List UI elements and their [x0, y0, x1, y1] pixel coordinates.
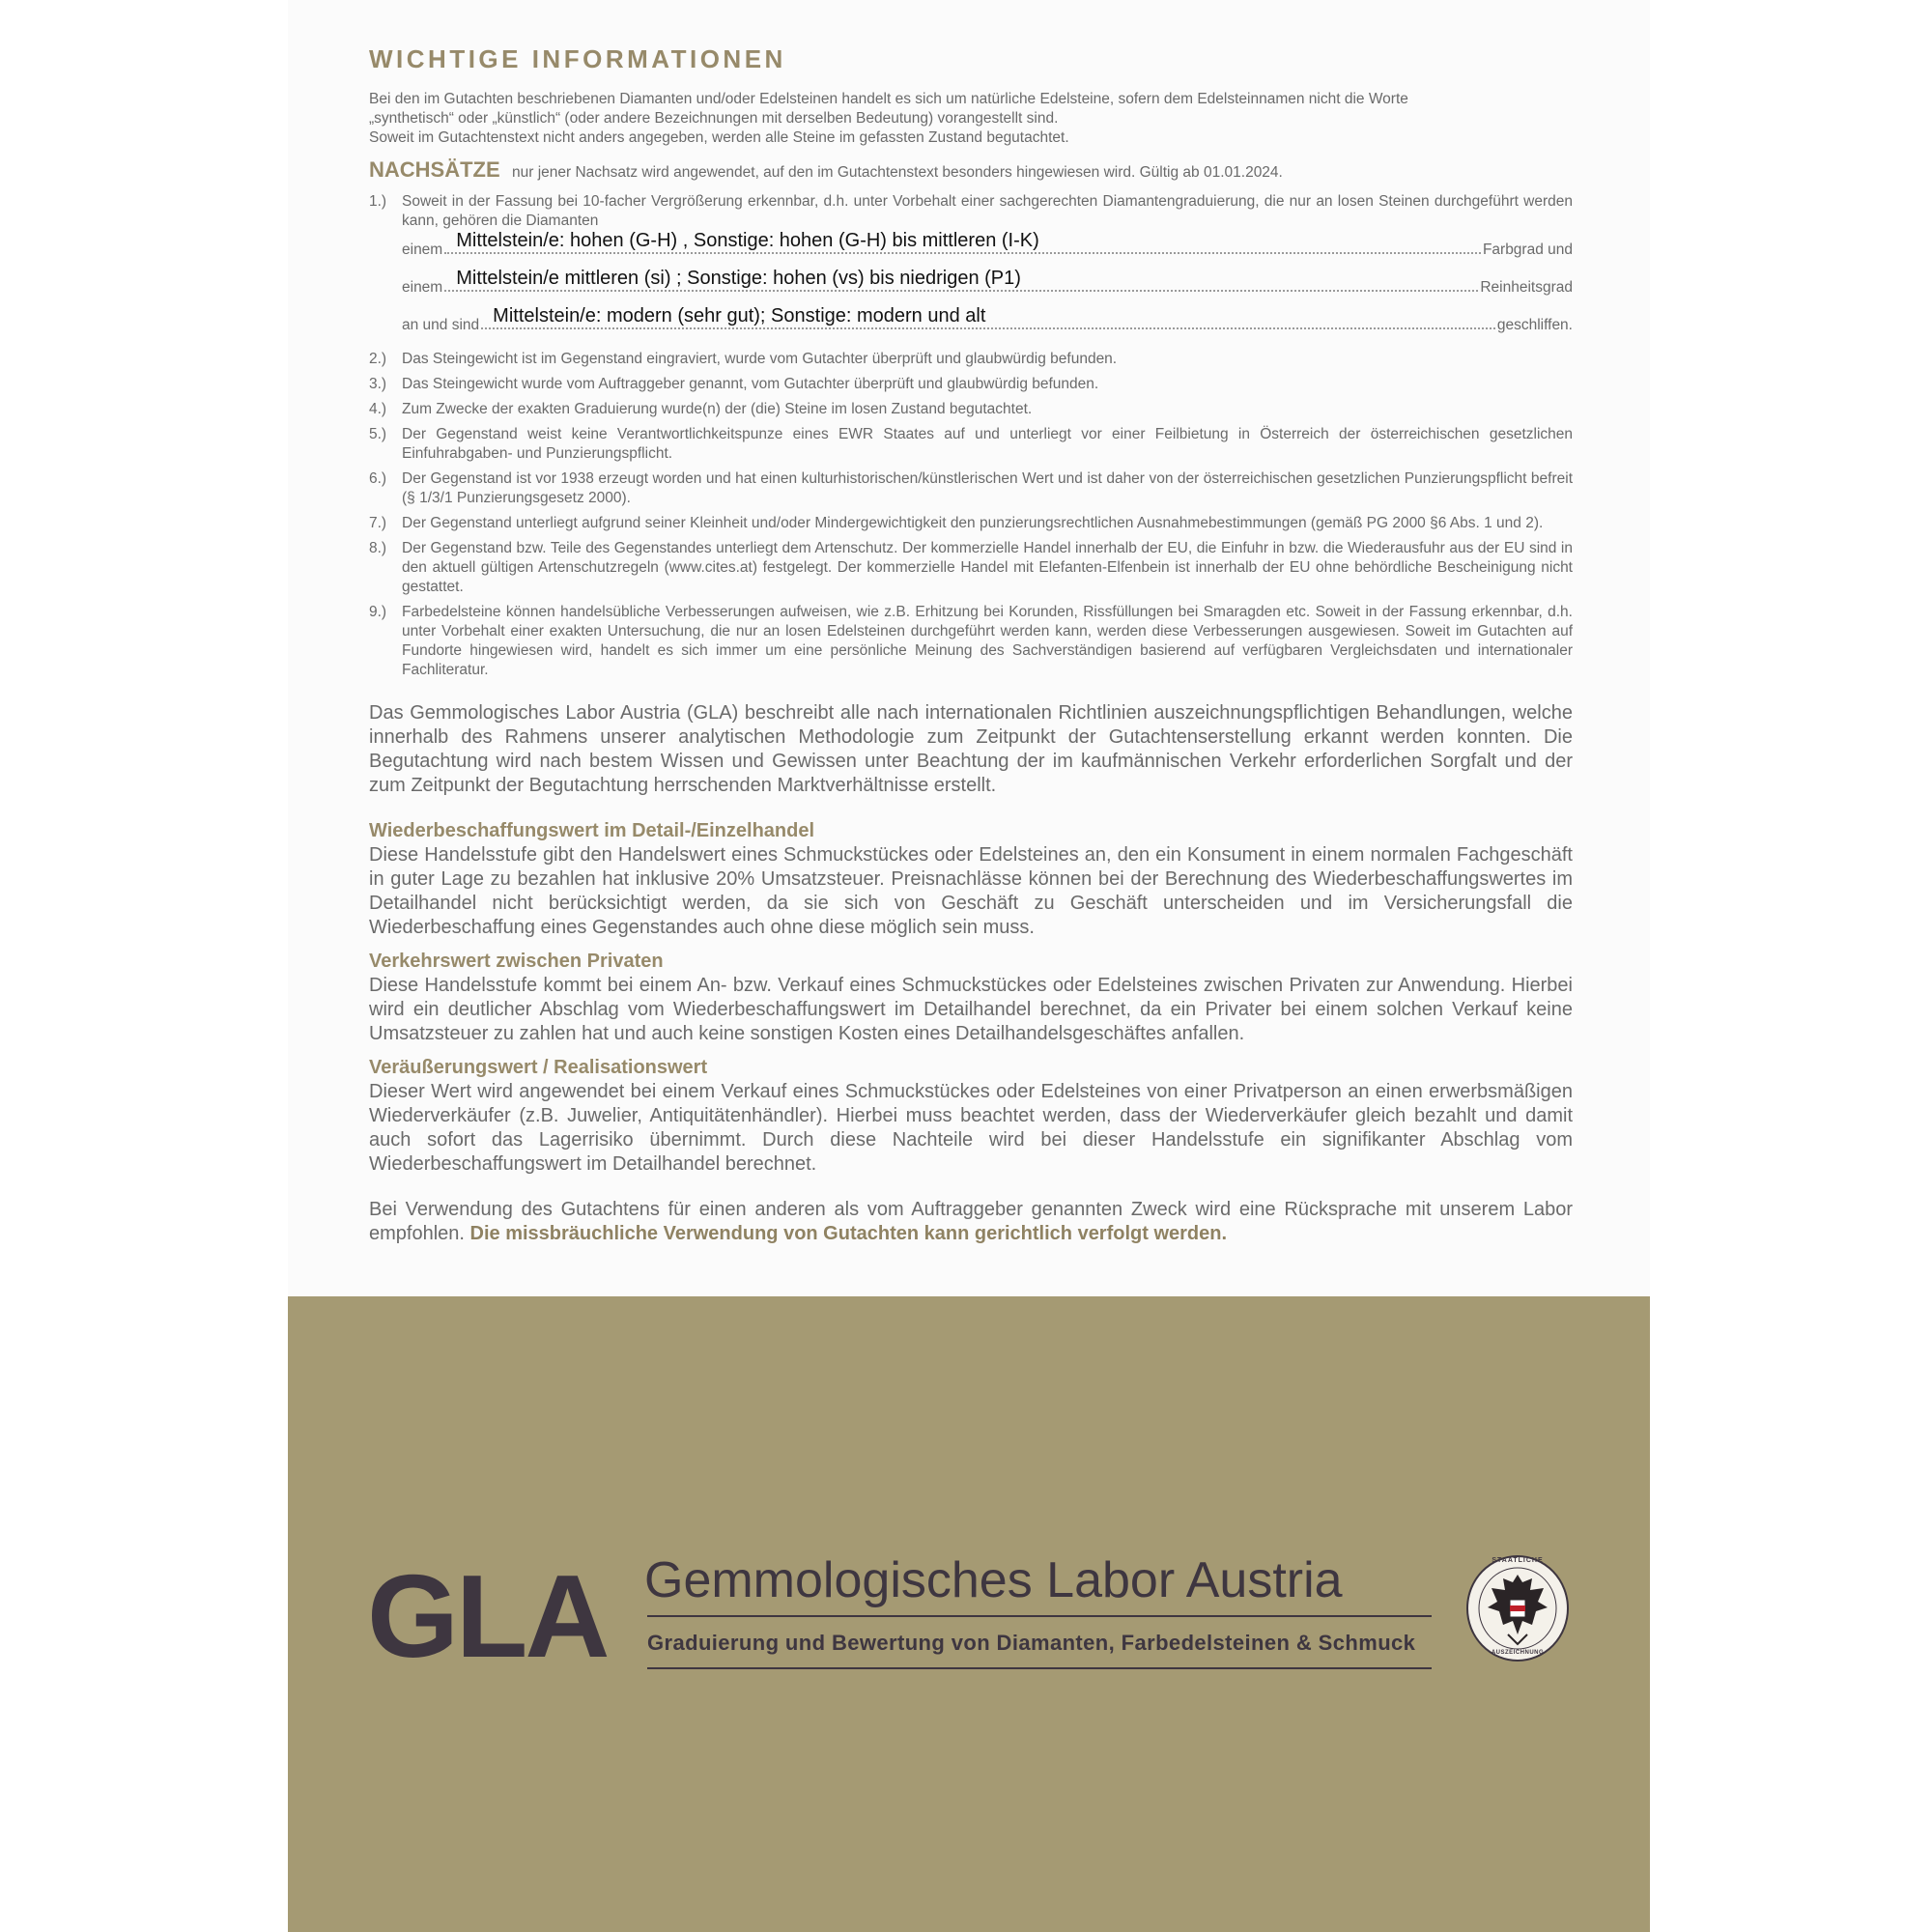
seal-text-bottom: AUSZEICHNUNG	[1491, 1650, 1545, 1656]
clause-item-4: 4.) Zum Zwecke der exakten Graduierung wurde(n) der (die) Steine im losen Zustand begutachtet.	[369, 401, 1033, 417]
clause-item-3: 3.) Das Steingewicht wurde vom Auftraggeber genannt, vom Gutachter überprüft und glaubwürdig befunden.	[369, 376, 1099, 392]
fill-tail: Farbgrad und	[1482, 242, 1573, 258]
closing-text: Bei Verwendung des Gutachtens für einen anderen als vom Auftraggeber genannten Zweck wird eine Rücksprache mit unserem Labor empfohlen.	[369, 1199, 1573, 1244]
lab-tagline: Graduierung und Bewertung von Diamanten, Farbedelsteinen & Schmuck	[647, 1631, 1416, 1655]
fill-value-color: Mittelstein/e: hohen (G-H) , Sonstige: hohen (G-H) bis mittleren (I-K)	[456, 230, 1039, 251]
closing-paragraph	[369, 1198, 1573, 1246]
clause-item-5: 5.) Der Gegenstand weist keine Verantwortlichkeitspunze eines EWR Staates auf und unterliegt vor einer Feilbietung in Österreich der österreichischen gesetzlichen Einfuhrabgaben- und Punzierungspflicht.	[369, 426, 1573, 462]
clause-number: 1.)	[369, 193, 387, 210]
gla-logo-letters: GLA	[367, 1550, 608, 1682]
state-seal-icon	[1464, 1553, 1571, 1663]
logo-divider	[647, 1615, 1432, 1617]
value-section-2	[369, 950, 1573, 1046]
fill-tail: Reinheitsgrad	[1480, 279, 1573, 296]
nachsaetze-subtitle: nur jener Nachsatz wird angewendet, auf den im Gutachtenstext besonders hingewiesen wird. Gültig ab 01.01.2024.	[511, 164, 1283, 181]
gla-paragraph: Das Gemmologisches Labor Austria (GLA) beschreibt alle nach internationalen Richtlinien auszeichnungspflichtigen Behandlungen, welche innerhalb des Rahmens unserer analytischen Methodologie zum Zeitpunkt der Gutachtenserstellung erkannt werden konnten. Die Begutachtung wird nach bestem Wissen und Gewissen unter Beachtung der im kaufmännischen Verkehr erforderlichen Sorgfalt und der zum Zeitpunkt der Begutachtung herrschenden Marktverhältnisse erstellt.	[369, 702, 1573, 796]
clause-text: Soweit in der Fassung bei 10-facher Vergrößerung erkennbar, d.h. unter Vorbehalt einer sachgerechten Diamantengraduierung, die nur an losen Steinen durchgeführt werden kann, gehören die Diamanten	[402, 193, 1573, 229]
intro-line-1: Bei den im Gutachten beschriebenen Diamanten und/oder Edelsteinen handelt es sich um natürliche Edelsteine, sofern dem Edelsteinnamen nicht die Worte	[369, 91, 1408, 107]
clause-item-1	[369, 192, 1573, 344]
fill-lead: einem	[402, 242, 443, 258]
clause-item-2: 2.) Das Steingewicht ist im Gegenstand eingraviert, wurde vom Gutachter überprüft und glaubwürdig befunden.	[369, 351, 1118, 367]
section-title: Wiederbeschaffungswert im Detail-/Einzelhandel	[369, 820, 815, 841]
fill-lead: einem	[402, 279, 443, 296]
value-section-3	[369, 1056, 1573, 1177]
section-text: Diese Handelsstufe kommt bei einem An- bzw. Verkauf eines Schmuckstückes oder Edelsteines zwischen Privaten zur Anwendung. Hierbei wird ein deutlicher Abschlag vom Wiederbeschaffungswert im Detailhandel berechnet, da ein Privater bei einem solchen Verkauf keine Umsatzsteuer zu zahlen hat und auch keine sonstigen Kosten eines Detailhandelsgeschäftes anfallen.	[369, 975, 1573, 1044]
fill-value-clarity: Mittelstein/e mittleren (si) ; Sonstige: hohen (vs) bis niedrigen (P1)	[456, 268, 1021, 289]
clause-item-6: 6.) Der Gegenstand ist vor 1938 erzeugt worden und hat einen kulturhistorischen/künstlerischen Wert und ist daher von der österreichischen gesetzlichen Punzierungspflicht befreit (§ 1/3/1 Punzierungsgesetz 2000).	[369, 470, 1573, 506]
closing-warning: Die missbräuchliche Verwendung von Gutachten kann gerichtlich verfolgt werden.	[469, 1223, 1228, 1244]
section-title: Verkehrswert zwischen Privaten	[369, 951, 664, 972]
clause-list	[369, 192, 1573, 680]
document-content	[369, 44, 1573, 1246]
fill-line-farbgrad	[402, 230, 1573, 269]
value-section-1	[369, 819, 1573, 940]
clause-item-9: 9.) Farbedelsteine können handelsübliche Verbesserungen aufweisen, wie z.B. Erhitzung bei Korunden, Rissfüllungen bei Smaragden etc. Soweit in der Fassung erkennbar, d.h. unter Vorbehalt einer exakten Untersuchung, die nur an losen Edelsteinen durchgeführt werden kann, werden diese Verbesserungen ausgewiesen. Soweit im Gutachten auf Fundorte hingewiesen wird, handelt es sich immer um eine persönliche Meinung des Sachverständigen basierend auf verfügbaren Vergleichsdaten und internationaler Fachliteratur.	[369, 604, 1573, 678]
fill-line-reinheit	[402, 268, 1573, 306]
fill-line-schliff	[402, 305, 1573, 344]
seal-text-top: STAATLICHE	[1492, 1557, 1544, 1564]
intro-line-3: Soweit im Gutachtenstext nicht anders angegeben, werden alle Steine im gefassten Zustand begutachtet.	[369, 129, 1069, 146]
fill-lead: an und sind	[402, 317, 480, 333]
section-text: Diese Handelsstufe gibt den Handelswert eines Schmuckstückes oder Edelsteines an, den ein Konsument in einem normalen Fachgeschäft in guter Lage zu bezahlen hat inklusive 20% Umsatzsteuer. Preisnachlässe können bei der Berechnung des Wiederbeschaffungswertes im Detailhandel nicht berücksichtigt werden, da sie sich von Geschäft zu Geschäft unterscheiden und im Versicherungsfall die Wiederbeschaffung eines Gegenstandes auch ohne diese möglich sein muss.	[369, 844, 1573, 938]
nachsaetze-title: NACHSÄTZE	[369, 157, 500, 182]
intro-text	[369, 90, 1573, 148]
gla-logo	[367, 1546, 1575, 1690]
clause-item-7: 7.) Der Gegenstand unterliegt aufgrund seiner Kleinheit und/oder Mindergewichtigkeit den punzierungsrechtlichen Ausnahmebestimmungen (gemäß PG 2000 §6 Abs. 1 und 2).	[369, 515, 1544, 531]
page-title: WICHTIGE INFORMATIONEN	[369, 44, 786, 73]
fill-tail: geschliffen.	[1496, 317, 1573, 333]
fill-value-cut: Mittelstein/e: modern (sehr gut); Sonstige: modern und alt	[493, 305, 986, 327]
nachsaetze-header	[369, 157, 1573, 183]
clause-item-8: 8.) Der Gegenstand bzw. Teile des Gegenstandes unterliegt dem Artenschutz. Der kommerzielle Handel innerhalb der EU, die Einfuhr in bzw. die Wiederausfuhr aus der EU sind in den aktuell gültigen Artenschutzregeln (www.cites.at) festgelegt. Der kommerzielle Handel mit Elefanten-Elfenbein ist innerhalb der EU ohne behördliche Bescheinigung nicht gestattet.	[369, 540, 1573, 595]
intro-line-2: „synthetisch“ oder „künstlich“ (oder andere Bezeichnungen mit derselben Bedeutung) vorangestellt sind.	[369, 110, 1059, 127]
logo-divider	[647, 1667, 1432, 1669]
section-title: Veräußerungswert / Realisationswert	[369, 1057, 708, 1078]
lab-name: Gemmologisches Labor Austria	[644, 1552, 1343, 1608]
section-text: Dieser Wert wird angewendet bei einem Verkauf eines Schmuckstückes oder Edelsteines von einer Privatperson an einen erwerbsmäßigen Wiederverkäufer (z.B. Juwelier, Antiquitätenhändler). Hierbei muss beachtet werden, dass der Wiederverkäufer gleich bezahlt und damit auch sofort das Lagerrisiko übernimmt. Durch diese Nachteile wird bei dieser Handelsstufe ein signifikanter Abschlag vom Wiederbeschaffungswert im Detailhandel berechnet.	[369, 1081, 1573, 1175]
